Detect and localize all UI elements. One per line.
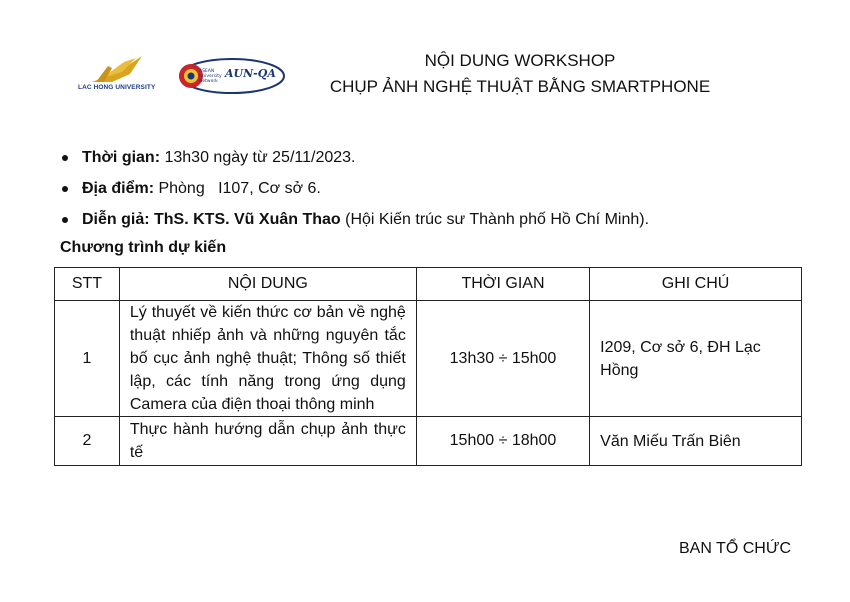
info-location-label: Địa điểm: — [82, 180, 155, 197]
row-time: 15h00 ÷ 18h00 — [416, 417, 589, 466]
bullet-icon — [62, 186, 68, 192]
header-stt: STT — [55, 268, 120, 301]
logo-area — [78, 52, 293, 102]
title-line-2: CHỤP ẢNH NGHỆ THUẬT BẰNG SMARTPHONE — [329, 77, 711, 96]
lac-hong-university-text: LAC HONG UNIVERSITY — [78, 84, 156, 91]
info-location-value: Phòng I107, Cơ sở 6. — [154, 180, 321, 197]
row-content: Thực hành hướng dẫn chụp ảnh thực tế — [119, 417, 416, 466]
signature: BAN TỔ CHỨC — [679, 540, 792, 557]
row-stt: 1 — [55, 301, 120, 417]
info-speaker-label: Diễn giả: ThS. KTS. Vũ Xuân Thao — [82, 211, 341, 228]
document-title — [290, 48, 750, 100]
info-list — [62, 146, 822, 239]
info-speaker — [62, 208, 822, 239]
info-time — [62, 146, 822, 177]
schedule-table — [54, 267, 802, 466]
info-time-label: Thời gian: — [82, 149, 161, 166]
title-line-1: NỘI DUNG WORKSHOP — [424, 51, 616, 70]
bullet-icon — [62, 217, 68, 223]
section-title: Chương trình dự kiến — [60, 239, 227, 256]
row-content: Lý thuyết về kiến thức cơ bản về nghệ thuật nhiếp ảnh và những nguyên tắc bố cục ảnh nghệ thuật; Thông số thiết lập, các tính năng trong ứng dụng Camera của điện thoại thông minh — [119, 301, 416, 417]
header-time: THỜI GIAN — [416, 268, 589, 301]
aun-seal-text: ASEAN University Network — [199, 69, 222, 84]
header-note: GHI CHÚ — [590, 268, 802, 301]
lac-hong-logo — [78, 52, 156, 98]
row-stt: 2 — [55, 417, 120, 466]
table-header-row — [55, 268, 802, 301]
aun-qa-brand: AUN-QA — [225, 67, 276, 80]
header-content: NỘI DUNG — [119, 268, 416, 301]
table-row — [55, 417, 802, 466]
info-location — [62, 177, 822, 208]
row-time: 13h30 ÷ 15h00 — [416, 301, 589, 417]
info-time-value: 13h30 ngày từ 25/11/2023. — [160, 149, 356, 166]
row-note: I209, Cơ sở 6, ĐH Lạc Hồng — [590, 301, 802, 417]
bullet-icon — [62, 155, 68, 161]
row-note: Văn Miếu Trấn Biên — [590, 417, 802, 466]
info-speaker-value: (Hội Kiến trúc sư Thành phố Hồ Chí Minh). — [340, 211, 650, 228]
table-row — [55, 301, 802, 417]
